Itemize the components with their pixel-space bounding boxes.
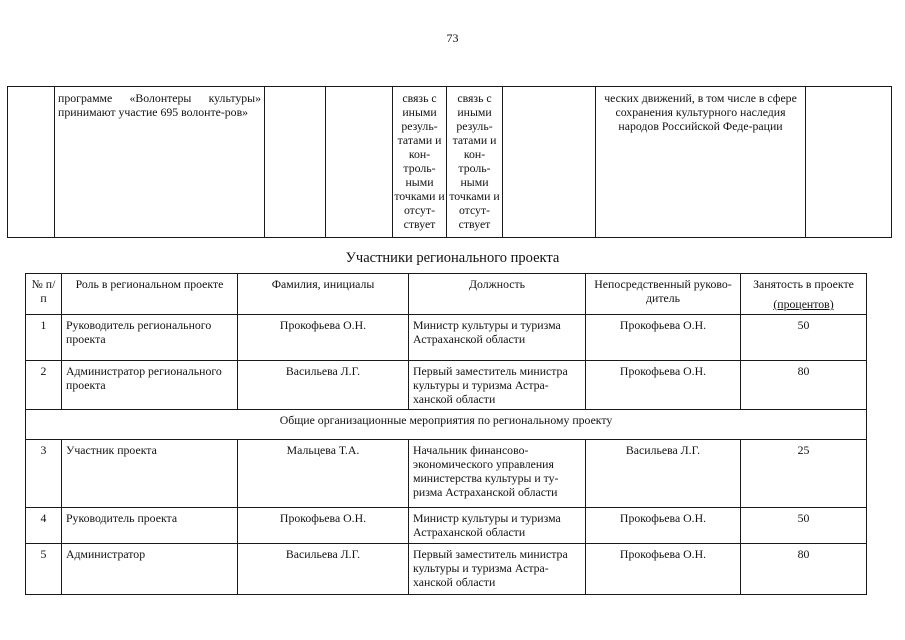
row-employment: 80 [741, 361, 867, 410]
row-supervisor: Прокофьева О.Н. [586, 508, 741, 544]
header-name: Фамилия, инициалы [238, 274, 409, 315]
continuation-cell-empty [326, 87, 393, 238]
row-role: Руководитель регионального проекта [62, 315, 238, 361]
group-row [26, 410, 867, 440]
header-supervisor: Непосредственный руково-дитель [586, 274, 741, 315]
group-title: Общие организационные мероприятия по региональному проекту [26, 410, 867, 440]
header-employment [741, 274, 867, 315]
table-row [26, 361, 867, 410]
row-employment: 25 [741, 440, 867, 508]
participants-header-row [26, 274, 867, 315]
row-name: Прокофьева О.Н. [238, 315, 409, 361]
row-supervisor: Прокофьева О.Н. [586, 361, 741, 410]
row-num: 1 [26, 315, 62, 361]
row-role: Администратор [62, 544, 238, 595]
row-name: Васильева Л.Г. [238, 361, 409, 410]
section-title: Участники регионального проекта [345, 250, 560, 266]
header-num: № п/п [26, 274, 62, 315]
row-num: 2 [26, 361, 62, 410]
row-position: Министр культуры и туризма Астраханской области [409, 315, 586, 361]
row-employment: 80 [741, 544, 867, 595]
continuation-cell-empty [806, 87, 892, 238]
row-position: Первый заместитель министра культуры и туризма Астра-ханской области [409, 544, 586, 595]
row-supervisor: Прокофьева О.Н. [586, 544, 741, 595]
row-position: Министр культуры и туризма Астраханской области [409, 508, 586, 544]
row-position: Первый заместитель министра культуры и туризма Астра-ханской области [409, 361, 586, 410]
continuation-cell-empty [8, 87, 55, 238]
row-num: 3 [26, 440, 62, 508]
row-employment: 50 [741, 315, 867, 361]
table-row [26, 440, 867, 508]
continuation-cell-empty [265, 87, 326, 238]
continuation-cell-movements: ческих движений, в том числе в сфере сохранения культурного наследия народов Российской Феде-рации [596, 87, 806, 238]
row-name: Васильева Л.Г. [238, 544, 409, 595]
row-role: Администратор регионального проекта [62, 361, 238, 410]
table-row [26, 508, 867, 544]
row-employment: 50 [741, 508, 867, 544]
row-num: 4 [26, 508, 62, 544]
row-position: Начальник финансово-экономического управления министерства культуры и ту-ризма Астраханской области [409, 440, 586, 508]
continuation-cell-empty [503, 87, 596, 238]
continuation-cell-link-2: связь с иными резуль-татами и кон-троль-ными точками и отсут-ствует [447, 87, 503, 238]
continuation-table [7, 86, 892, 238]
row-role: Руководитель проекта [62, 508, 238, 544]
header-employment-unit: (процентов) [773, 297, 834, 311]
header-role: Роль в региональном проекте [62, 274, 238, 315]
header-employment-label: Занятость в проекте [753, 277, 854, 291]
table-row [26, 544, 867, 595]
row-name: Прокофьева О.Н. [238, 508, 409, 544]
row-supervisor: Васильева Л.Г. [586, 440, 741, 508]
header-position: Должность [409, 274, 586, 315]
row-name: Мальцева Т.А. [238, 440, 409, 508]
page-number: 73 [446, 31, 459, 45]
row-num: 5 [26, 544, 62, 595]
continuation-cell-link-1: связь с иными резуль-татами и кон-троль-ными точками и отсут-ствует [393, 87, 447, 238]
participants-table [25, 273, 867, 595]
table-row [26, 315, 867, 361]
continuation-cell-program: программе «Волонтеры культуры» принимают участие 695 волонте-ров» [55, 87, 265, 238]
row-supervisor: Прокофьева О.Н. [586, 315, 741, 361]
row-role: Участник проекта [62, 440, 238, 508]
